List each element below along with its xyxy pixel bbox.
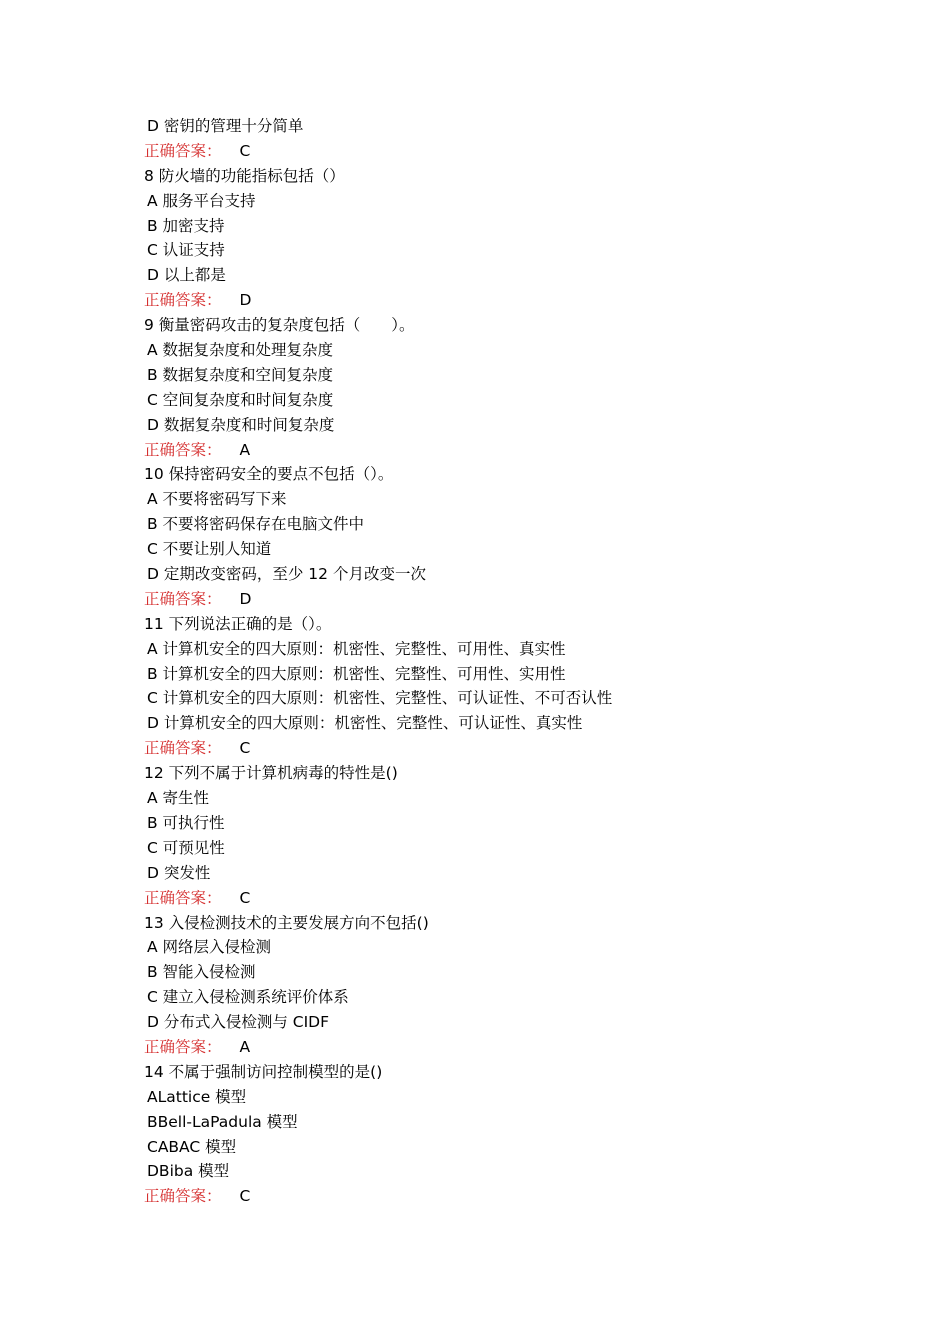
option: B 数据复杂度和空间复杂度: [147, 365, 334, 384]
answer-value: C: [239, 1187, 251, 1206]
option: D 分布式入侵检测与 CIDF: [147, 1013, 330, 1032]
question-stem: 10 保持密码安全的要点不包括（）。: [144, 465, 394, 484]
option: DBiba 模型: [147, 1162, 230, 1181]
option: C 不要让别人知道: [147, 540, 272, 559]
option: A 网络层入侵检测: [147, 938, 272, 957]
option: D 以上都是: [147, 266, 226, 285]
correct-answer: [144, 139, 864, 164]
answer-label: 正确答案：: [144, 291, 222, 310]
option: D 密钥的管理十分简单: [147, 117, 304, 135]
correct-answer: [144, 587, 864, 612]
option: C 建立入侵检测系统评价体系: [147, 988, 349, 1007]
question-stem: 14 不属于强制访问控制模型的是(): [144, 1062, 383, 1081]
option: B 可执行性: [147, 813, 225, 832]
option: D 突发性: [147, 863, 211, 882]
answer-value: D: [239, 589, 252, 608]
answer-label: 正确答案：: [144, 739, 222, 758]
option: A 数据复杂度和处理复杂度: [147, 341, 334, 360]
answer-label: 正确答案：: [144, 141, 222, 160]
option: B 智能入侵检测: [147, 963, 256, 982]
option: CABAC 模型: [147, 1137, 237, 1156]
option: C 空间复杂度和时间复杂度: [147, 390, 334, 409]
answer-label: 正确答案：: [144, 589, 222, 608]
option: D 定期改变密码，至少 12 个月改变一次: [147, 565, 426, 584]
option: D 计算机安全的四大原则：机密性、完整性、可认证性、真实性: [147, 714, 583, 733]
answer-label: 正确答案：: [144, 1037, 222, 1056]
correct-answer: [144, 288, 864, 313]
option: B 不要将密码保存在电脑文件中: [147, 515, 365, 534]
option: A 寄生性: [147, 789, 210, 808]
question-stem: 8 防火墙的功能指标包括（）: [144, 166, 345, 185]
answer-label: 正确答案：: [144, 888, 222, 907]
question-block: [144, 612, 864, 761]
question-block: [144, 1060, 864, 1209]
answer-value: A: [239, 1037, 251, 1056]
question-block: [144, 911, 864, 1060]
option: A 计算机安全的四大原则：机密性、完整性、可用性、真实性: [147, 639, 566, 658]
answer-value: C: [239, 888, 251, 907]
option: C 可预见性: [147, 838, 225, 857]
question-block: [144, 164, 864, 313]
answer-label: 正确答案：: [144, 1187, 222, 1206]
correct-answer: [144, 1035, 864, 1060]
answer-label: 正确答案：: [144, 440, 222, 459]
question-stem: 12 下列不属于计算机病毒的特性是(): [144, 764, 398, 783]
option: C 认证支持: [147, 241, 225, 260]
question-list: [144, 114, 864, 1209]
question-block: [144, 313, 864, 462]
question-block: [144, 462, 864, 611]
answer-value: A: [239, 440, 251, 459]
option: C 计算机安全的四大原则：机密性、完整性、可认证性、不可否认性: [147, 689, 613, 708]
correct-answer: [144, 1184, 864, 1209]
answer-value: C: [239, 141, 251, 160]
correct-answer: [144, 736, 864, 761]
question-block: [144, 114, 864, 164]
option: D 数据复杂度和时间复杂度: [147, 415, 335, 434]
option: A 服务平台支持: [147, 191, 256, 210]
option: B 加密支持: [147, 216, 225, 235]
question-stem: 11 下列说法正确的是（）。: [144, 614, 332, 633]
correct-answer: [144, 886, 864, 911]
question-stem: 9 衡量密码攻击的复杂度包括（ ）。: [144, 316, 415, 335]
correct-answer: [144, 438, 864, 463]
option: A 不要将密码写下来: [147, 490, 287, 509]
option: BBell-LaPadula 模型: [147, 1112, 298, 1131]
answer-value: D: [239, 291, 252, 310]
option: B 计算机安全的四大原则：机密性、完整性、可用性、实用性: [147, 664, 566, 683]
answer-value: C: [239, 739, 251, 758]
question-block: [144, 761, 864, 910]
option: ALattice 模型: [147, 1087, 247, 1106]
question-stem: 13 入侵检测技术的主要发展方向不包括(): [144, 913, 429, 932]
